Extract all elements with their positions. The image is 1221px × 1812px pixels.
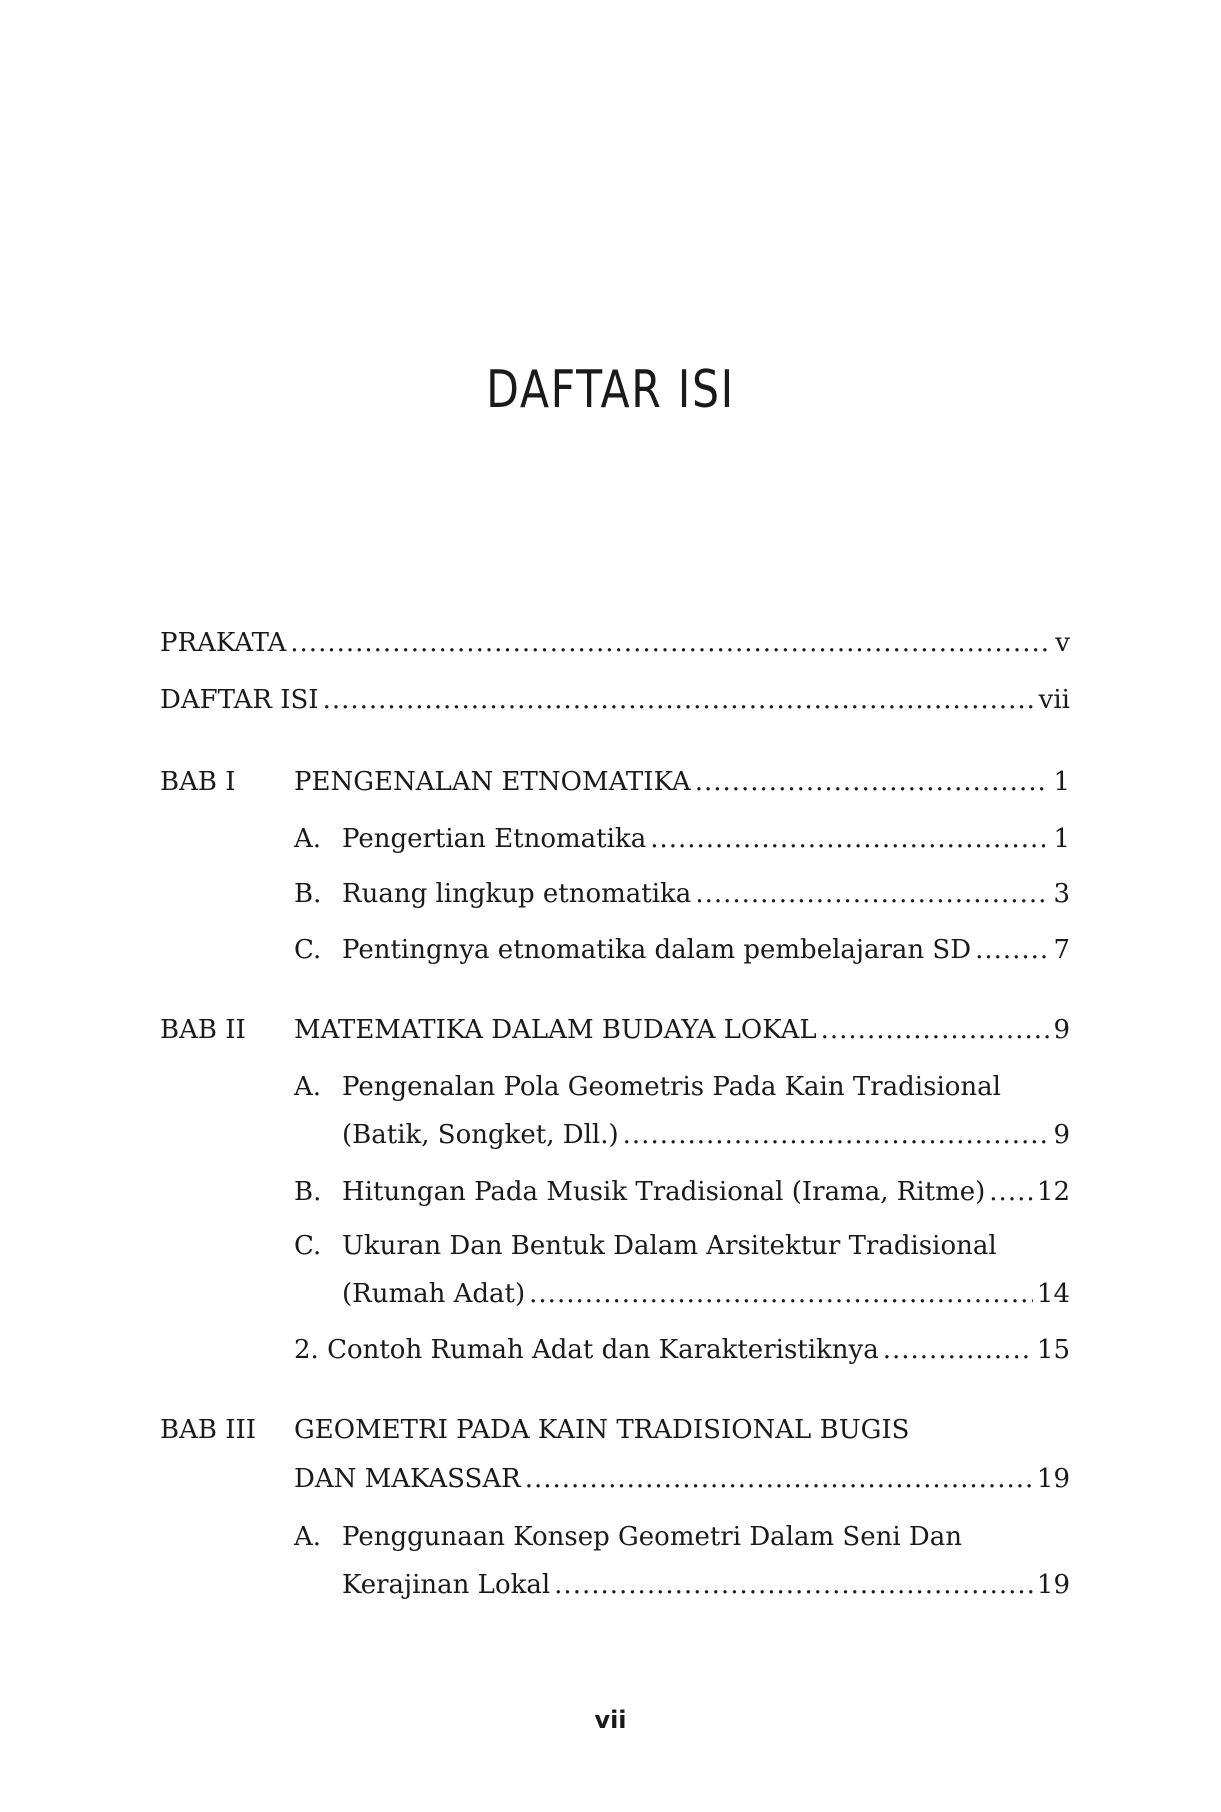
section-letter: B. <box>294 1177 322 1207</box>
toc-section-entry[interactable] <box>342 1568 1070 1602</box>
section-title-line[interactable]: Penggunaan Konsep Geometri Dalam Seni Dan <box>342 1522 963 1552</box>
section-title: Pengertian Etnomatika <box>342 824 647 854</box>
chapter-title: MATEMATIKA DALAM BUDAYA LOKAL <box>294 1015 817 1045</box>
section-page: 12 <box>1036 1177 1070 1207</box>
toc-entry-page: v <box>1055 628 1070 658</box>
section-letter: C. <box>294 1231 322 1261</box>
toc-entry-prakata[interactable] <box>160 626 1070 660</box>
section-title: Ruang lingkup etnomatika <box>342 879 692 909</box>
toc-entry-page: vii <box>1038 685 1070 715</box>
section-letter: C. <box>294 935 322 965</box>
chapter-title-line[interactable]: GEOMETRI PADA KAIN TRADISIONAL BUGIS <box>294 1415 910 1445</box>
section-page: 7 <box>1053 935 1070 965</box>
chapter-page: 1 <box>1053 767 1070 797</box>
dot-leader <box>695 765 1050 799</box>
section-letter: A. <box>294 1072 322 1102</box>
chapter-title: PENGENALAN ETNOMATIKA <box>294 767 691 797</box>
dot-leader <box>525 1462 1033 1496</box>
section-title: Pentingnya etnomatika dalam pembelajaran SD <box>342 935 972 965</box>
dot-leader <box>529 1277 1033 1311</box>
toc-section-entry[interactable] <box>342 1277 1070 1311</box>
chapter-number: BAB III <box>160 1415 257 1445</box>
section-page: 9 <box>1053 1120 1070 1150</box>
toc-section-entry[interactable] <box>342 1118 1070 1152</box>
section-page: 3 <box>1053 879 1070 909</box>
chapter-page: 19 <box>1036 1464 1070 1494</box>
section-title: Hitungan Pada Musik Tradisional (Irama, Ritme) <box>342 1177 986 1207</box>
chapter-title-entry[interactable] <box>294 1013 1070 1047</box>
page-number: vii <box>594 1706 627 1734</box>
toc-section-entry[interactable] <box>294 1333 1070 1367</box>
dot-leader <box>695 877 1049 911</box>
chapter-number: BAB I <box>160 767 236 797</box>
dot-leader <box>290 626 1051 660</box>
page-title: DAFTAR ISI <box>486 360 735 420</box>
toc-entry-daftar-isi[interactable] <box>160 683 1070 717</box>
chapter-title-entry[interactable] <box>294 765 1070 799</box>
section-letter: B. <box>294 879 322 909</box>
chapter-title-entry[interactable] <box>294 1462 1070 1496</box>
toc-entry-label: PRAKATA <box>160 628 287 658</box>
toc-section-entry[interactable] <box>342 933 1070 967</box>
dot-leader <box>554 1568 1033 1602</box>
dot-leader <box>323 683 1035 717</box>
toc-entry-label: DAFTAR ISI <box>160 685 319 715</box>
chapter-page: 9 <box>1053 1015 1070 1045</box>
chapter-title: DAN MAKASSAR <box>294 1464 521 1494</box>
section-title-line[interactable]: Ukuran Dan Bentuk Dalam Arsitektur Tradisional <box>342 1231 997 1261</box>
section-title: 2. Contoh Rumah Adat dan Karakteristiknya <box>294 1335 879 1365</box>
toc-section-entry[interactable] <box>342 1175 1070 1209</box>
section-title-line[interactable]: Pengenalan Pola Geometris Pada Kain Tradisional <box>342 1072 1001 1102</box>
section-page: 1 <box>1053 824 1070 854</box>
dot-leader <box>883 1333 1033 1367</box>
section-letter: A. <box>294 1522 322 1552</box>
section-letter: A. <box>294 824 322 854</box>
section-title: (Rumah Adat) <box>342 1279 526 1309</box>
section-page: 19 <box>1036 1570 1070 1600</box>
section-page: 14 <box>1036 1279 1070 1309</box>
dot-leader <box>975 933 1049 967</box>
toc-section-entry[interactable] <box>342 877 1070 911</box>
section-page: 15 <box>1036 1335 1070 1365</box>
section-title: Kerajinan Lokal <box>342 1570 551 1600</box>
dot-leader <box>821 1013 1050 1047</box>
dot-leader <box>623 1118 1050 1152</box>
section-title: (Batik, Songket, Dll.) <box>342 1120 619 1150</box>
toc-section-entry[interactable] <box>342 822 1070 856</box>
dot-leader <box>989 1175 1033 1209</box>
dot-leader <box>650 822 1049 856</box>
chapter-number: BAB II <box>160 1015 246 1045</box>
